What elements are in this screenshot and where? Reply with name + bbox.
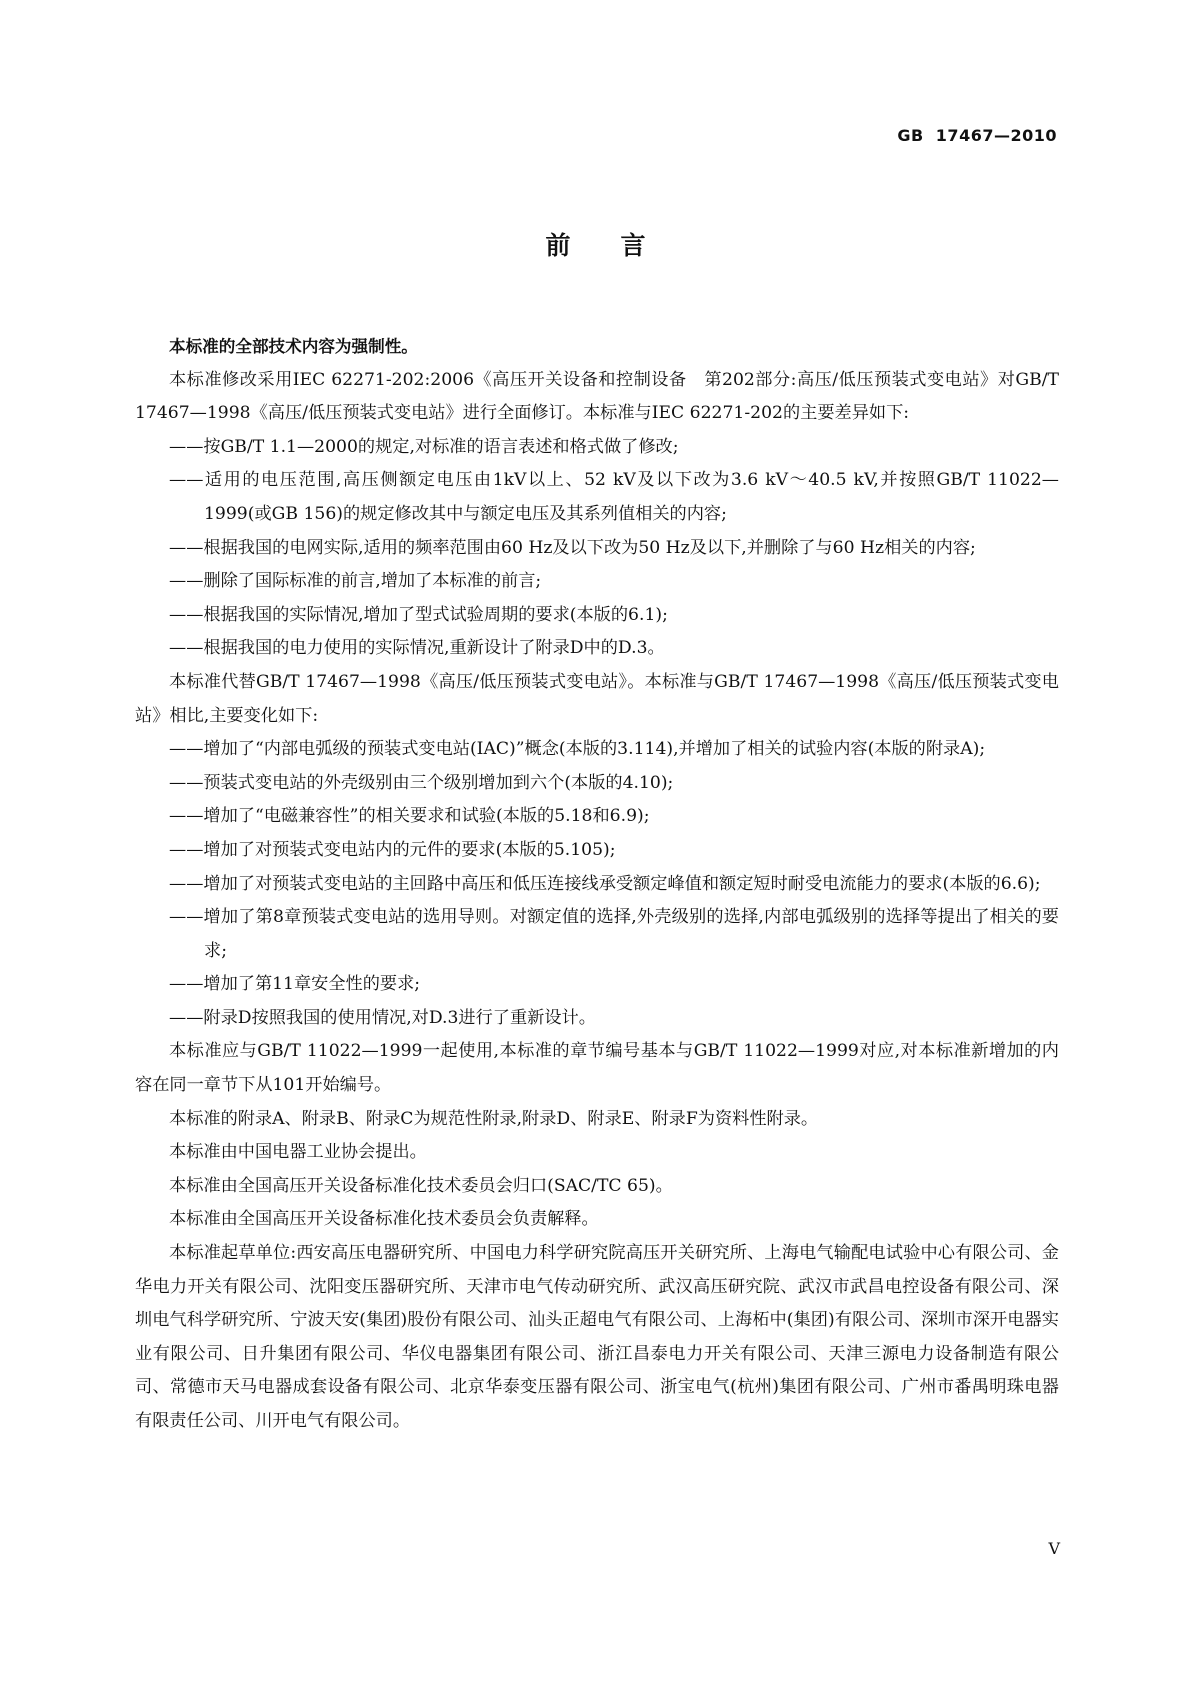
drafters-paragraph: 本标准起草单位:西安高压电器研究所、中国电力科学研究院高压开关研究所、上海电气输配电试验中心有限公司、金华电力开关有限公司、沈阳变压器研究所、天津市电气传动研究所、武汉高压研究院、武汉市武昌电控设备有限公司、深圳电气科学研究所、宁波天安(集团)股份有限公司、汕头正超电气有限公司、上海柘中(集团)有限公司、深圳市深开电器实业有限公司、日升集团有限公司、华仪电器集团有限公司、浙江昌泰电力开关有限公司、天津三源电力设备制造有限公司、常德市天马电器成套设备有限公司、北京华泰变压器有限公司、浙宝电气(杭州)集团有限公司、广州市番禺明珠电器有限责任公司、川开电气有限公司。	[135, 1243, 1059, 1431]
annex-paragraph: 本标准的附录A、附录B、附录C为规范性附录,附录D、附录E、附录F为资料性附录。	[169, 1108, 819, 1129]
document-body	[135, 330, 1059, 1439]
adoption-paragraph: 本标准修改采用IEC 62271-202:2006《高压开关设备和控制设备 第202部分:高压/低压预装式变电站》对GB/T 17467—1998《高压/低压预装式变电站》进行全面修订。本标准与IEC 62271-202的主要差异如下:	[135, 369, 1059, 424]
list-item: ——增加了对预装式变电站内的元件的要求(本版的5.105);	[169, 839, 616, 860]
list-item: ——按GB/T 1.1—2000的规定,对标准的语言表述和格式做了修改;	[169, 436, 679, 457]
list-item: ——适用的电压范围,高压侧额定电压由1kV以上、52 kV及以下改为3.6 kV～40.5 kV,并按照GB/T 11022—1999(或GB 156)的规定修改其中与额定电压及其系列值相关的内容;	[169, 470, 1059, 524]
list-item: ——增加了对预装式变电站的主回路中高压和低压连接线承受额定峰值和额定短时耐受电流能力的要求(本版的6.6);	[169, 873, 1041, 894]
usage-paragraph: 本标准应与GB/T 11022—1999一起使用,本标准的章节编号基本与GB/T 11022—1999对应,对本标准新增加的内容在同一章节下从101开始编号。	[135, 1041, 1059, 1096]
list-item: ——增加了第8章预装式变电站的选用导则。对额定值的选择,外壳级别的选择,内部电弧级别的选择等提出了相关的要求;	[169, 907, 1059, 961]
list-item: ——删除了国际标准的前言,增加了本标准的前言;	[169, 571, 542, 592]
page-title: 前言	[545, 231, 696, 260]
mandatory-statement: 本标准的全部技术内容为强制性。	[169, 337, 418, 356]
committee-paragraph: 本标准由全国高压开关设备标准化技术委员会归口(SAC/TC 65)。	[169, 1175, 673, 1196]
proposer-paragraph: 本标准由中国电器工业协会提出。	[169, 1142, 427, 1163]
list-item: ——增加了“电磁兼容性”的相关要求和试验(本版的5.18和6.9);	[169, 806, 650, 827]
list-item: ——根据我国的电网实际,适用的频率范围由60 Hz及以下改为50 Hz及以下,并删除了与60 Hz相关的内容;	[169, 537, 976, 558]
interpretation-paragraph: 本标准由全国高压开关设备标准化技术委员会负责解释。	[169, 1209, 599, 1230]
list-item: ——附录D按照我国的使用情况,对D.3进行了重新设计。	[169, 1007, 596, 1028]
replacement-paragraph: 本标准代替GB/T 17467—1998《高压/低压预装式变电站》。本标准与GB/T 17467—1998《高压/低压预装式变电站》相比,主要变化如下:	[135, 671, 1059, 726]
list-item: ——根据我国的实际情况,增加了型式试验周期的要求(本版的6.1);	[169, 604, 668, 625]
standard-code: GB 17467—2010	[897, 126, 1057, 145]
list-item: ——预装式变电站的外壳级别由三个级别增加到六个(本版的4.10);	[169, 772, 674, 793]
list-item: ——增加了“内部电弧级的预装式变电站(IAC)”概念(本版的3.114),并增加了相关的试验内容(本版的附录A);	[169, 739, 986, 760]
list-item: ——增加了第11章安全性的要求;	[169, 974, 421, 995]
page-number: Ⅴ	[1048, 1539, 1060, 1558]
list-item: ——根据我国的电力使用的实际情况,重新设计了附录D中的D.3。	[169, 638, 665, 659]
